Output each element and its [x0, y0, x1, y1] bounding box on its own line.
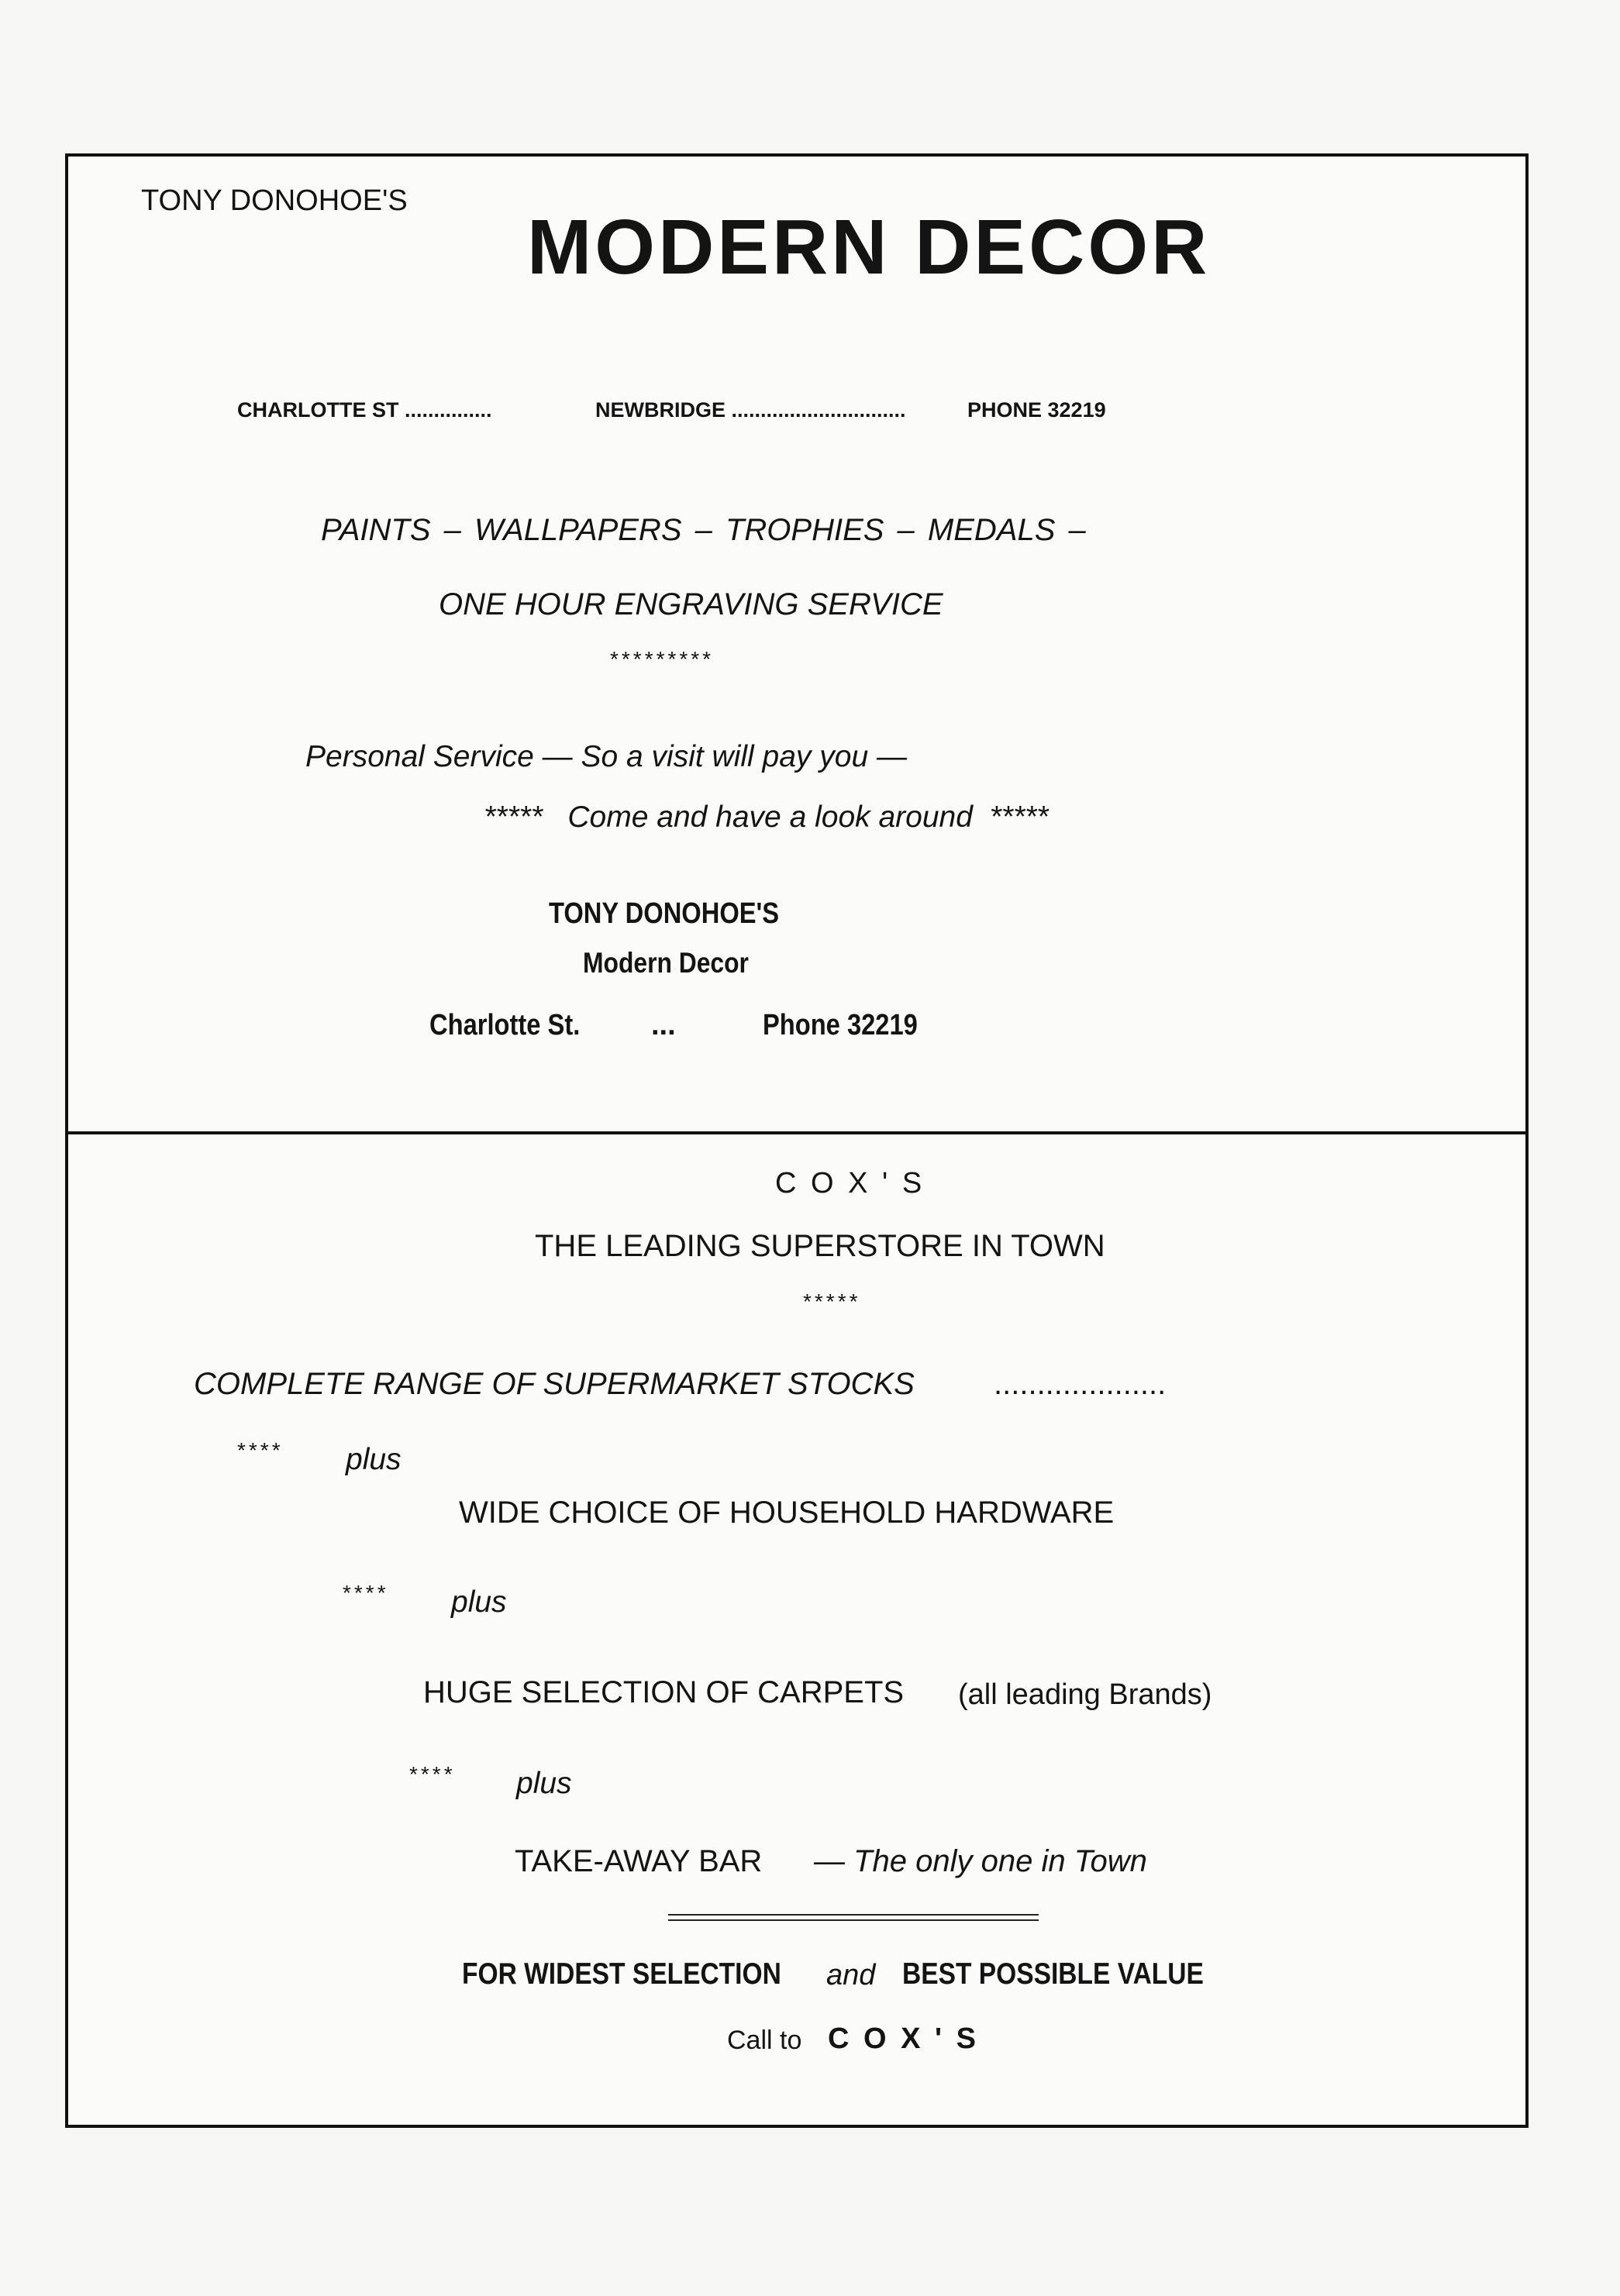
- coxs-stars: *****: [803, 1289, 861, 1313]
- engraving-service: ONE HOUR ENGRAVING SERVICE: [439, 587, 943, 621]
- value-right: BEST POSSIBLE VALUE: [902, 1957, 1204, 1991]
- section-divider: [65, 1131, 1529, 1134]
- plus-stars-1: ****: [237, 1438, 284, 1462]
- supermarket-dots: ....................: [994, 1367, 1167, 1401]
- plus-3: plus: [516, 1767, 572, 1800]
- products-line: PAINTS – WALLPAPERS – TROPHIES – MEDALS –: [321, 513, 1086, 547]
- coxs-tagline: THE LEADING SUPERSTORE IN TOWN: [535, 1229, 1105, 1263]
- stars-divider: *********: [610, 647, 715, 671]
- value-and: and: [826, 1959, 876, 1991]
- value-left: FOR WIDEST SELECTION: [462, 1957, 781, 1991]
- advert-page-border: [65, 153, 1529, 2128]
- carpets-selection: HUGE SELECTION OF CARPETS: [423, 1675, 905, 1709]
- takeaway-note: — The only one in Town: [814, 1844, 1147, 1878]
- footer-street: Charlotte St.: [429, 1009, 581, 1041]
- look-around-line: ***** Come and have a look around *****: [484, 800, 1049, 834]
- advert-title: MODERN DECOR: [527, 204, 1211, 291]
- plus-1: plus: [346, 1443, 402, 1476]
- address-town: NEWBRIDGE ..............................: [595, 398, 906, 422]
- owner-name: TONY DONOHOE'S: [141, 184, 408, 217]
- plus-stars-3: ****: [409, 1762, 456, 1786]
- address-phone: PHONE 32219: [967, 398, 1106, 422]
- household-hardware: WIDE CHOICE OF HOUSEHOLD HARDWARE: [459, 1496, 1115, 1530]
- personal-service-line: Personal Service — So a visit will pay you —: [305, 740, 907, 773]
- carpets-note: (all leading Brands): [958, 1678, 1212, 1711]
- footer-phone: Phone 32219: [763, 1009, 918, 1041]
- plus-stars-2: ****: [343, 1581, 389, 1605]
- footer-name: Modern Decor: [583, 947, 749, 979]
- call-to: Call to: [727, 2026, 802, 2055]
- address-street: CHARLOTTE ST ...............: [237, 398, 492, 422]
- footer-dots: ...: [651, 1009, 676, 1041]
- plus-2: plus: [451, 1585, 507, 1619]
- call-coxs-name: C O X ' S: [828, 2022, 979, 2055]
- footer-owner: TONY DONOHOE'S: [549, 897, 780, 930]
- double-rule: [668, 1914, 1039, 1921]
- coxs-name: C O X ' S: [775, 1167, 925, 1200]
- supermarket-stocks: COMPLETE RANGE OF SUPERMARKET STOCKS: [194, 1367, 915, 1401]
- takeaway-bar: TAKE-AWAY BAR: [515, 1844, 763, 1878]
